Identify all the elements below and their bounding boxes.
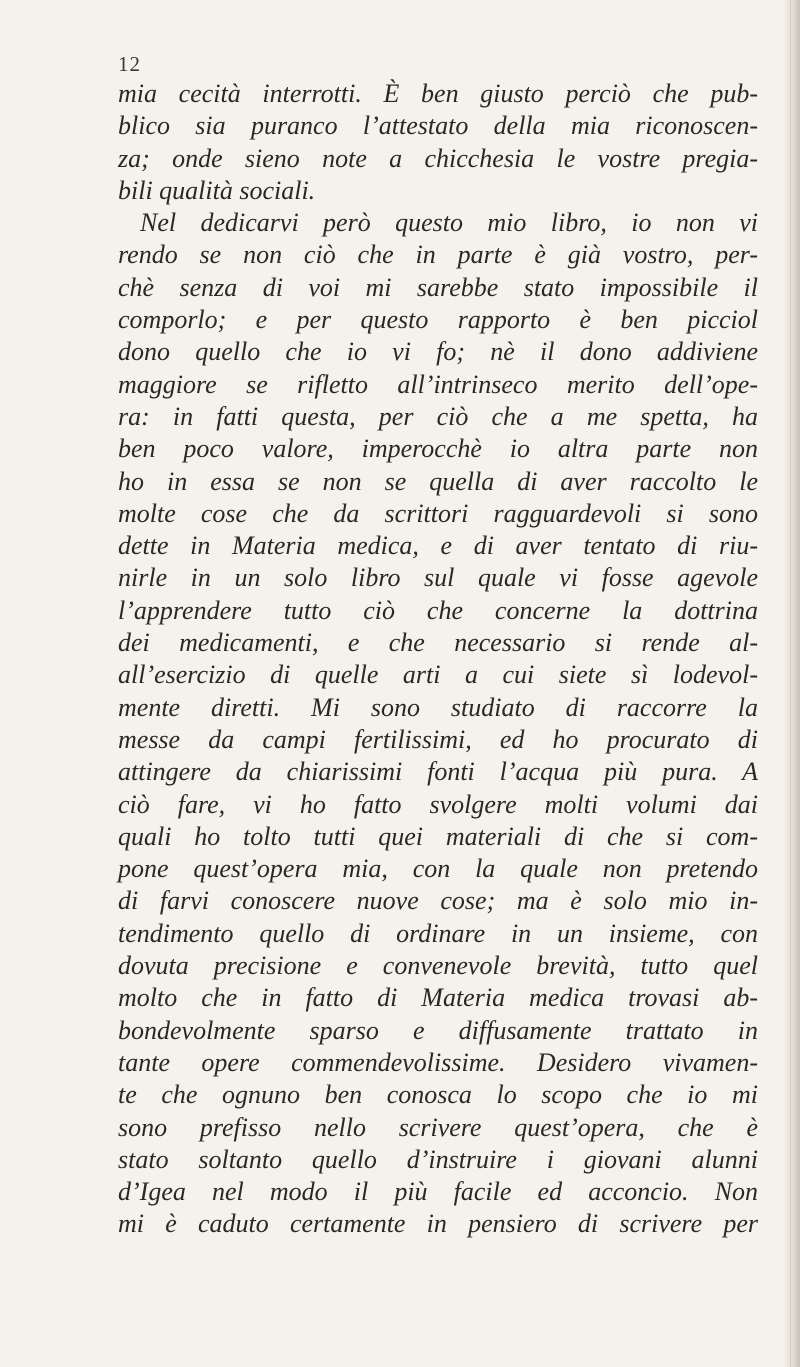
page-edge-shadow bbox=[784, 0, 800, 1367]
page-number: 12 bbox=[118, 52, 141, 76]
text-line: za; onde sieno note a chicchesia le vostre pregia- bbox=[118, 143, 758, 173]
text-line: dono quello che io vi fo; nè il dono addiviene bbox=[118, 337, 758, 367]
body-text bbox=[118, 78, 758, 1241]
text-line: messe da campi fertilissimi, ed ho procurato di bbox=[118, 724, 758, 754]
text-line: rendo se non ciò che in parte è già vostro, per- bbox=[118, 240, 758, 270]
text-line: l’apprendere tutto ciò che concerne la dottrina bbox=[118, 595, 758, 625]
text-line: ra: in fatti questa, per ciò che a me spetta, ha bbox=[118, 401, 758, 431]
text-line: Nel dedicarvi però questo mio libro, io non vi bbox=[140, 208, 758, 238]
text-line: quali ho tolto tutti quei materiali di che si com- bbox=[118, 821, 758, 851]
text-line: d’Igea nel modo il più facile ed acconcio. Non bbox=[118, 1177, 758, 1207]
text-line: ho in essa se non se quella di aver raccolto le bbox=[118, 466, 758, 496]
text-line: molte cose che da scrittori ragguardevoli si sono bbox=[118, 498, 758, 528]
text-line: mia cecità interrotti. È ben giusto perciò che pub- bbox=[118, 79, 758, 108]
text-line: attingere da chiarissimi fonti l’acqua più pura. A bbox=[118, 757, 758, 787]
text-line: tante opere commendevolissime. Desidero vivamen- bbox=[118, 1047, 758, 1077]
text-line: te che ognuno ben conosca lo scopo che io mi bbox=[118, 1080, 758, 1110]
text-line: sono prefisso nello scrivere quest’opera, che è bbox=[118, 1112, 758, 1142]
text-line: all’esercizio di quelle arti a cui siete sì lodevol- bbox=[118, 660, 758, 690]
text-line: bondevolmente sparso e diffusamente trattato in bbox=[118, 1015, 758, 1045]
text-line: bili qualità sociali. bbox=[118, 175, 316, 205]
text-line: dei medicamenti, e che necessario si rende al- bbox=[118, 628, 758, 658]
text-line: maggiore se rifletto all’intrinseco merito dell’ope- bbox=[118, 369, 758, 399]
text-line: ciò fare, vi ho fatto svolgere molti volumi dai bbox=[118, 789, 758, 819]
text-line: chè senza di voi mi sarebbe stato impossibile il bbox=[118, 272, 758, 302]
text-line: mi è caduto certamente in pensiero di scrivere per bbox=[118, 1209, 758, 1239]
text-line: dovuta precisione e convenevole brevità, tutto quel bbox=[118, 951, 758, 981]
text-line: tendimento quello di ordinare in un insieme, con bbox=[118, 918, 758, 948]
text-line: dette in Materia medica, e di aver tentato di riu- bbox=[118, 531, 758, 561]
text-line: mente diretti. Mi sono studiato di raccorre la bbox=[118, 692, 758, 722]
text-line: nirle in un solo libro sul quale vi fosse agevole bbox=[118, 563, 758, 593]
text-line: ben poco valore, imperocchè io altra parte non bbox=[118, 434, 758, 464]
page-edge-line bbox=[790, 0, 791, 1367]
text-line: blico sia puranco l’attestato della mia riconoscen- bbox=[118, 111, 758, 141]
text-line: di farvi conoscere nuove cose; ma è solo mio in- bbox=[118, 886, 758, 916]
text-line: pone quest’opera mia, con la quale non pretendo bbox=[118, 854, 758, 884]
text-line: stato soltanto quello d’instruire i giovani alunni bbox=[118, 1144, 758, 1174]
text-line: molto che in fatto di Materia medica trovasi ab- bbox=[118, 983, 758, 1013]
text-line: comporlo; e per questo rapporto è ben picciol bbox=[118, 305, 758, 335]
